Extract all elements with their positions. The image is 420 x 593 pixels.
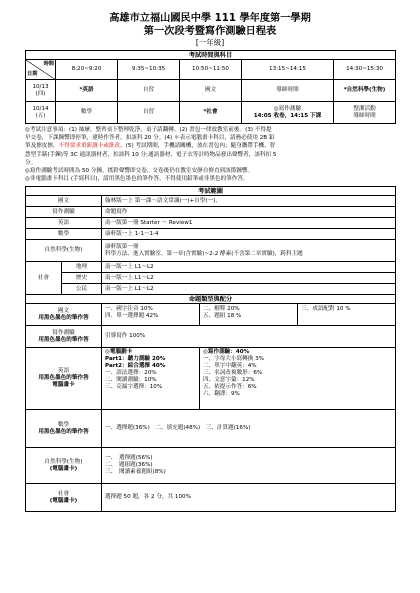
scope-sub-subject: 歷史 (62, 273, 102, 284)
time-date-header (26, 60, 56, 80)
subject-name: 數學 (57, 421, 70, 428)
type-line: 一、國字注音 10% (105, 306, 153, 313)
type-line: 二、解釋 20% (203, 306, 240, 313)
type-content: 引導寫作 100% (102, 326, 396, 348)
date-cell (26, 80, 56, 102)
scope-content: 南一版一上 L1～L2 (102, 273, 396, 284)
weekday-value: (五) (35, 112, 46, 119)
answer-note: 用黑色墨色的筆作答 (38, 375, 89, 382)
subject-name: 國文 (57, 307, 70, 314)
scope-subject: 國文 (26, 196, 102, 207)
document-subtitle: 第一次段考暨寫作測驗日程表 (143, 26, 277, 37)
type-line: 三、 閱讀素養題組(8%) (105, 469, 166, 476)
note-line: 早交卷，下課鐘響即停筆，違時作答者，扣該科 20 分。(4) ＊表示電腦畫卡科目，請務必使用 2B 鉛 (25, 135, 275, 142)
type-content: 選擇題 50 題，各 2 分，共 100% (102, 484, 396, 512)
exam-subject: *社會 (180, 102, 242, 124)
english-computer-part (102, 348, 200, 410)
type-line: 四、單一選擇題 42% (105, 313, 159, 320)
time-slot-4: 13:15~14:15 (242, 60, 334, 80)
type-line: 三、克漏字選擇：10% (105, 384, 163, 391)
english-writing-part (200, 348, 396, 410)
scope-content-line: 科學方法、進入實驗室、第一章(含實驗)~2-2 酵素(不含第二章實驗)，跨科主題 (105, 250, 303, 257)
answer-note: (電腦畫卡) (49, 497, 78, 504)
answer-note: 用黑色墨色的筆作答 (38, 336, 89, 343)
scope-content (102, 240, 396, 262)
type-content: 一、選擇題(36%) 二、填充題(48%) 三、計算題(16%) (102, 410, 396, 448)
type-subject (26, 304, 102, 326)
subject-name: 社會 (57, 490, 70, 497)
scope-subject: 自然科學(生物) (26, 240, 102, 262)
schedule-table (25, 50, 396, 124)
answer-note: 用黑色墨色的筆作答 (38, 428, 89, 435)
scope-subject: 寫作測驗 (26, 207, 102, 218)
time-label: 時間 (43, 61, 54, 67)
scope-subject: 英語 (26, 218, 102, 229)
scope-subject: 數學 (26, 229, 102, 240)
answer-note: (電腦畫卡) (49, 465, 78, 472)
exam-subject: 數學 (56, 102, 118, 124)
date-cell (26, 102, 56, 124)
time-slot-2: 9:35~10:35 (118, 60, 180, 80)
type-subject (26, 448, 102, 484)
type-line: 六、翻譯：9% (203, 391, 240, 398)
scope-content: 南一版一上 L1～L2 (102, 284, 396, 295)
type-line: 三、成語配對 10 % (301, 306, 351, 313)
exam-subject: 自習 (118, 102, 180, 124)
note-line: ◎非電腦畫卡科目 (手寫科目)，請用黑色墨色的筆作答，不得使用鉛筆或非黑色的筆作答。 (25, 176, 249, 183)
exam-subject: 自習 (118, 80, 180, 102)
note-text: 筆及擦皮擦， (25, 143, 59, 150)
subject-name: 英語 (57, 368, 70, 375)
note-line: 分。 (25, 159, 37, 166)
type-line: 一、語法選擇：20% (105, 370, 157, 377)
type-subject (26, 484, 102, 512)
writing-time-note: 14:05 收卷，14:15 下課 (253, 112, 322, 119)
time-slot-3: 10:50~11:50 (180, 60, 242, 80)
type-line: 三、名詞改複數形：6% (203, 370, 263, 377)
note-text: 。(5) 考試期間，手機請關機，放在書包內；隨身攜帶手機、智 (120, 143, 276, 150)
answer-note: 電腦畫卡 (52, 382, 75, 389)
scope-content: 南一版一上 L1～L2 (102, 262, 396, 273)
scope-sub-subject: 公民 (62, 284, 102, 295)
note-line: ◎考試注意事項：(1) 抽屜、整齊桌下整理乾淨，桌子請翻轉。(2) 書包一律放教室前後。(3) 不得提 (25, 127, 272, 133)
type-subject (26, 326, 102, 348)
type-line: 五、依提示作答：6% (203, 384, 257, 391)
type-item (200, 304, 298, 326)
type-line: Part1：聽力測驗 20% (105, 356, 166, 363)
warning-text: 不得要求重新讀卡或批改 (58, 143, 121, 150)
scope-content-line: 康軒版第一冊 (105, 243, 139, 250)
time-slot-1: 8:20~9:20 (56, 60, 118, 80)
type-line: 二、 題組題(36%) (105, 462, 153, 469)
exam-subject: 整潔活動 (353, 105, 376, 112)
type-line: 一、字母大小寫轉換 3% (203, 356, 264, 363)
subject-name: 寫作測驗 (52, 329, 75, 336)
exam-subject: 導師時間 (242, 80, 334, 102)
exam-subject: *自然科學(生物) (334, 80, 396, 102)
writing-test-cell (242, 102, 334, 124)
scope-content: 翰林版一上 第一課～語文常識(一)+自學(一)、 (102, 196, 396, 207)
notes-section (25, 126, 395, 183)
exam-subject: ◎寫作測驗 (273, 105, 302, 112)
date-value: 10/13 (32, 83, 49, 90)
note-line: ◎寫作測驗考試時間為 50 分鐘，搖鈴聲響即交卷，交卷後仍在教室安靜自修直到該節鐘響。 (25, 168, 254, 175)
type-line: 一、 選擇題(56%) (105, 455, 153, 462)
scope-content: 南一版第一冊 Starter ～ Review1 (102, 218, 396, 229)
document-title: 高雄市立福山國民中學 111 學年度第一學期 (109, 13, 311, 24)
type-item (102, 304, 200, 326)
type-line: Part2：綜合選擇 40% (105, 363, 166, 370)
type-item (298, 304, 396, 326)
type-content (102, 448, 396, 484)
type-title: ◎電腦劃卡 (105, 349, 133, 356)
scope-content: 命題寫作 (102, 207, 396, 218)
exam-subject: 國文 (180, 80, 242, 102)
date-label: 日期 (27, 71, 38, 77)
type-line: 二、單字中翻英：4% (203, 363, 257, 370)
date-value: 10/14 (32, 105, 49, 112)
cleaning-cell (334, 102, 396, 124)
type-title: ◎寫作測驗：40% (203, 349, 250, 356)
answer-note: 用黑色墨色的筆作答 (38, 314, 89, 321)
homeroom-note: 導師時間 (353, 112, 376, 119)
scope-heading: 考試範圍 (26, 187, 396, 196)
scope-subject: 社會 (26, 262, 62, 295)
page (25, 12, 395, 512)
grade-label: [一年級] (195, 38, 225, 47)
type-line: 五、題組 18 % (203, 313, 242, 320)
types-heading: 命題類型與配分 (26, 295, 396, 304)
note-line (25, 142, 395, 150)
type-subject (26, 348, 102, 410)
scope-table (25, 186, 396, 512)
note-line: 慧型手錶(手鍊)等 3C 通訊器材者，扣該科 10 分;通訊器材、電子衣等計時物品發出聲響者，該科扣 5 (25, 151, 277, 158)
exam-subject: *英語 (56, 80, 118, 102)
type-subject (26, 410, 102, 448)
scope-content: 康軒版一上 1-1～1-4 (102, 229, 396, 240)
type-line: 二、閱讀測驗：10% (105, 377, 157, 384)
scope-sub-subject: 地理 (62, 262, 102, 273)
schedule-heading: 考試時間與科目 (26, 51, 396, 60)
weekday-value: (四) (35, 90, 46, 97)
time-slot-5: 14:30~15:30 (334, 60, 396, 80)
subject-name: 自然科學(生物) (44, 458, 83, 465)
type-line: 四、文意字彙：12% (203, 377, 255, 384)
